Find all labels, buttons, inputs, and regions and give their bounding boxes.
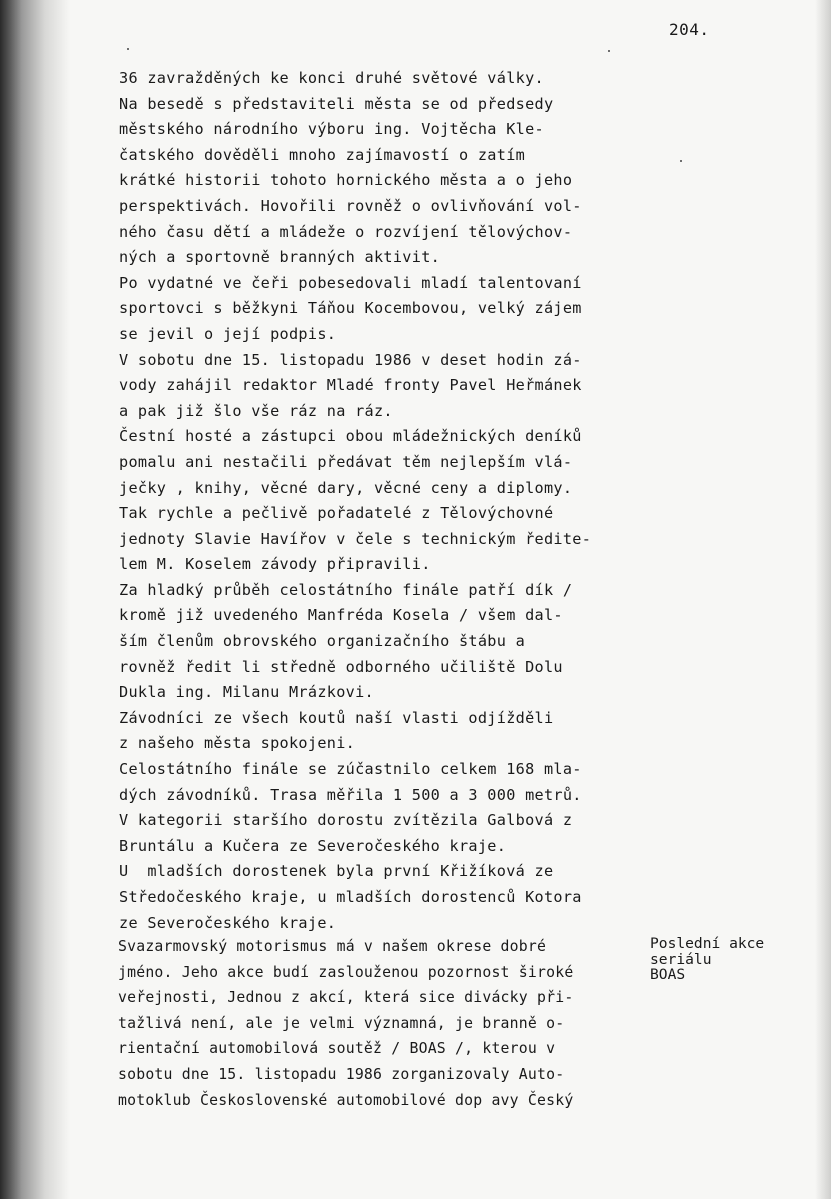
text-line: U mladších dorostenek byla první Křižíková ze (119, 862, 554, 881)
speck (608, 50, 610, 52)
text-line: Tak rychle a pečlivě pořadatelé z Tělovýchovné (119, 504, 554, 523)
text-line: městského národního výboru ing. Vojtěcha Kle- (119, 120, 544, 139)
text-line: Bruntálu a Kučera ze Severočeského kraje. (119, 836, 507, 855)
text-line: Čestní hosté a zástupci obou mládežnických deníků (119, 427, 582, 446)
scan-shadow-right (815, 0, 831, 1199)
text-line: Dukla ing. Milanu Mrázkovi. (119, 683, 374, 702)
text-line: pomalu ani nestačili předávat těm nejlepším vlá- (119, 452, 573, 471)
text-line: ze Severočeského kraje. (119, 913, 337, 932)
text-line: Svazarmovský motorismus má v našem okrese dobré (118, 938, 547, 955)
text-line: vody zahájil redaktor Mladé fronty Pavel Heřmánek (119, 376, 582, 395)
text-line: krátké historii tohoto hornického města a o jeho (119, 171, 573, 190)
text-line: motoklub Československé automobilové dop avy Český (118, 1091, 574, 1109)
speck (680, 160, 682, 162)
text-line: ného času dětí a mládeže o rozvíjení tělovýchov- (119, 222, 573, 241)
text-line: Středočeského kraje, u mladších dorostenců Kotora (119, 888, 582, 906)
page-number: 204. (669, 20, 710, 39)
text-line: jednoty Slavie Havířov v čele s technickým ředite- (119, 529, 592, 548)
text-line: rientační automobilová soutěž / BOAS /, kterou v (118, 1040, 556, 1058)
text-line: ším členům obrovského organizačního štábu a (119, 632, 526, 651)
text-line: z našeho města spokojeni. (119, 734, 356, 753)
text-line: veřejnosti, Jednou z akcí, která sice divácky při- (118, 989, 574, 1007)
text-line: dých závodníků. Trasa měřila 1 500 a 3 000 metrů. (119, 785, 582, 804)
text-line: rovněž ředit li středně odborného učiliště Dolu (119, 657, 563, 676)
text-line: jméno. Jeho akce budí zaslouženou pozornost široké (118, 963, 574, 981)
second-text-block (118, 934, 640, 1113)
text-line: a pak již šlo vše ráz na ráz. (119, 401, 393, 420)
scan-shadow-left (0, 0, 70, 1199)
text-line: V sobotu dne 15. listopadu 1986 v deset hodin zá- (119, 350, 582, 369)
text-line: se jevil o její podpis. (119, 324, 337, 343)
text-line: sportovci s běžkyni Táňou Kocembovou, velký zájem (119, 299, 582, 318)
text-line: Závodníci ze všech koutů naší vlasti odjížděli (119, 708, 554, 727)
text-line: čatského dověděli mnoho zajímavostí o zatím (119, 145, 526, 164)
text-line: tažlivá není, ale je velmi významná, je branně o- (118, 1014, 565, 1032)
text-line: Na besedě s představiteli města se od předsedy (119, 94, 554, 113)
text-line: lem M. Koselem závody připravili. (119, 555, 431, 574)
main-text-block (119, 66, 639, 936)
margin-note (650, 936, 800, 983)
text-line: kromě již uvedeného Manfréda Kosela / všem dal- (119, 606, 563, 625)
margin-note-line: seriálu (650, 950, 712, 968)
text-line: sobotu dne 15. listopadu 1986 zorganizovaly Auto- (118, 1065, 565, 1083)
text-line: 36 zavražděných ke konci druhé světové války. (119, 69, 544, 87)
text-line: Za hladký průběh celostátního finále patří dík / (119, 580, 573, 599)
text-line: Celostátního finále se zúčastnilo celkem 168 mla- (119, 760, 582, 779)
margin-note-line: BOAS (650, 966, 686, 983)
text-line: Po vydatné ve čeři pobesedovali mladí talentovaní (119, 273, 582, 292)
text-line: V kategorii staršího dorostu zvítězila Galbová z (119, 811, 573, 830)
margin-note-line: Poslední akce (650, 935, 765, 952)
text-line: ných a sportovně branných aktivit. (119, 248, 441, 267)
speck (127, 48, 129, 50)
text-line: ječky , knihy, věcné dary, věcné ceny a diplomy. (119, 478, 573, 497)
text-line: perspektivách. Hovořili rovněž o ovlivňování vol- (119, 196, 582, 215)
